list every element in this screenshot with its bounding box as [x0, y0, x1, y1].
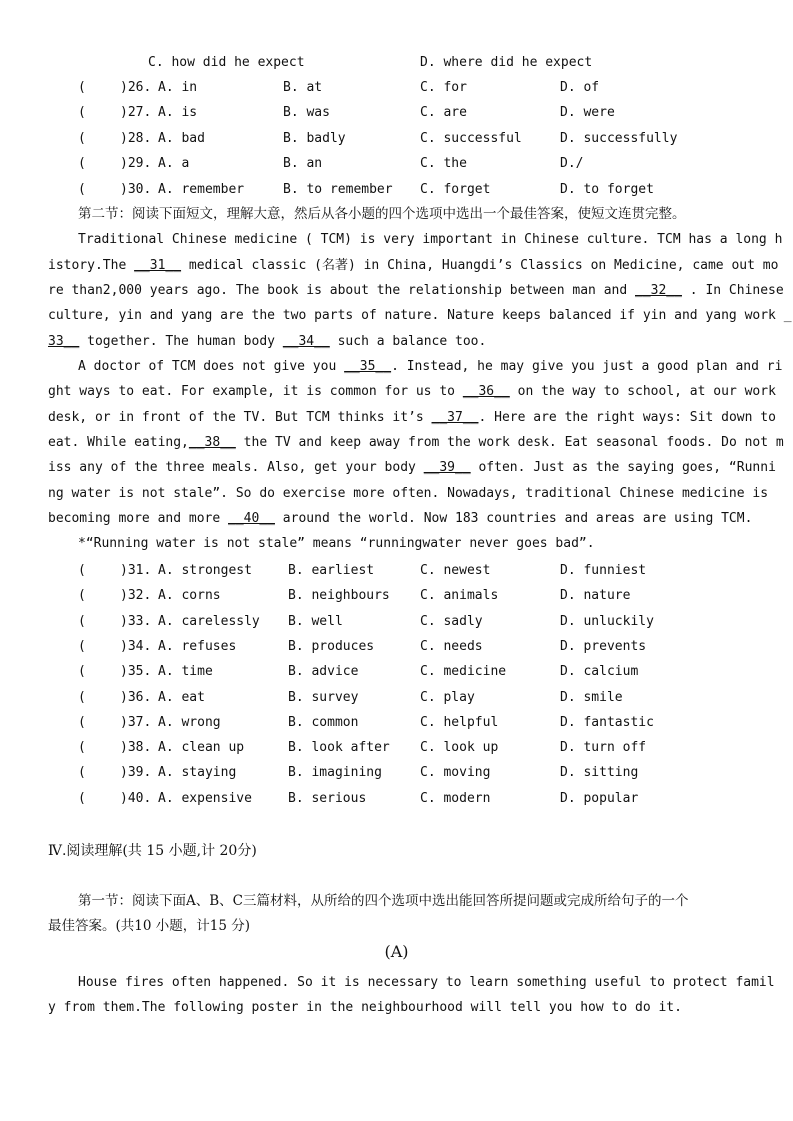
option-d: D. were: [560, 105, 615, 121]
option-b: B. was: [283, 105, 330, 121]
question-number: )32.: [120, 588, 152, 604]
option-b: B. badly: [283, 130, 346, 146]
option-a: A. clean up: [158, 740, 245, 756]
answer-paren[interactable]: (: [78, 664, 86, 680]
question-number: )27.: [120, 105, 152, 121]
question-number: )34.: [120, 638, 152, 654]
question-number: )26.: [120, 80, 152, 95]
option-d: D. fantastic: [560, 714, 654, 730]
option-b: B. look after: [288, 740, 390, 756]
answer-paren[interactable]: (: [78, 613, 86, 629]
answer-paren[interactable]: (: [78, 790, 86, 806]
option-c: C. animals: [420, 588, 499, 604]
blank-37: __37__: [431, 410, 479, 425]
option-a: A. strongest: [158, 563, 252, 578]
question-number: )31.: [120, 563, 152, 578]
option-b: B. produces: [288, 638, 375, 654]
option-c: C. modern: [420, 790, 491, 806]
blank-35: __35__: [344, 359, 392, 374]
option-b: B. common: [288, 714, 359, 730]
option-a: A. bad: [158, 130, 205, 146]
option-a: A. eat: [158, 689, 205, 705]
passage-line-12: becoming more and more __40__ around the world. Now 183 countries and areas are using TCM.: [48, 511, 753, 526]
question-number: )40.: [120, 790, 152, 806]
passage-line-1: Traditional Chinese medicine ( TCM) is very important in Chinese culture. TCM has a long h: [78, 232, 783, 247]
blank-39: __39__: [423, 460, 471, 475]
passage-line-11: ng water is not stale”. So do exercise more often. Nowadays, traditional Chinese medicine is: [48, 486, 769, 501]
option-d: D./: [560, 156, 584, 172]
part4-section1-instruction-line2: 最佳答案。(共10 小题，计15 分): [48, 918, 250, 934]
blank-38: __38__: [188, 435, 236, 450]
option-a: A. carelessly: [158, 613, 260, 629]
answer-paren[interactable]: (: [78, 156, 86, 172]
option-d: D. funniest: [560, 563, 647, 578]
option-c: C. how did he expect: [148, 55, 305, 70]
blank-36: __36__: [462, 384, 510, 399]
option-a: A. time: [158, 664, 213, 680]
option-b: B. well: [288, 613, 343, 629]
option-a: A. expensive: [158, 790, 252, 806]
option-b: B. at: [283, 80, 323, 95]
blank-40: __40__: [228, 511, 275, 526]
option-d: D. turn off: [560, 740, 647, 756]
option-c: C. needs: [420, 638, 483, 654]
question-number: )30.: [120, 181, 152, 197]
option-b: B. an: [283, 156, 323, 172]
option-d: D. calcium: [560, 664, 639, 680]
passage-footnote: *“Running water is not stale” means “runningwater never goes bad”.: [78, 536, 595, 551]
option-d: D. prevents: [560, 638, 647, 654]
house-fire-line-2: y from them.The following poster in the neighbourhood will tell you how to do it.: [48, 1000, 682, 1015]
option-c: C. for: [420, 80, 467, 95]
option-d: D. sitting: [560, 765, 639, 781]
option-c: C. moving: [420, 765, 491, 781]
option-c: C. look up: [420, 740, 499, 756]
answer-paren[interactable]: (: [78, 740, 86, 756]
option-b: B. imagining: [288, 765, 382, 781]
question-number: )33.: [120, 613, 152, 629]
part4-section1-instruction-line1: 第一节：阅读下面A、B、C三篇材料，从所给的四个选项中选出能回答所提问题或完成所给句子的一个: [78, 893, 689, 909]
option-b: B. survey: [288, 689, 359, 705]
option-d: D. successfully: [560, 130, 678, 146]
option-b: B. serious: [288, 790, 367, 806]
blank-34: __34__: [282, 334, 330, 349]
question-number: )37.: [120, 714, 152, 730]
house-fire-line-1: House fires often happened. So it is necessary to learn something useful to protect famil: [78, 975, 775, 990]
option-a: A. staying: [158, 765, 237, 781]
passage-line-8: desk, or in front of the TV. But TCM thinks it’s __37__. Here are the right ways: Sit down to: [48, 410, 776, 425]
option-d: D. of: [560, 80, 600, 95]
answer-paren[interactable]: (: [78, 130, 86, 146]
answer-paren[interactable]: (: [78, 588, 86, 604]
question-number: )38.: [120, 740, 152, 756]
question-number: )29.: [120, 156, 152, 172]
passage-line-7: ght ways to eat. For example, it is common for us to __36__ on the way to school, at our work: [48, 384, 776, 399]
option-c: C. play: [420, 689, 475, 705]
option-c: C. sadly: [420, 613, 483, 629]
passage-line-6: A doctor of TCM does not give you __35__. Instead, he may give you just a good plan and ri: [78, 359, 783, 374]
option-d: D. popular: [560, 790, 639, 806]
passage-line-4: culture, yin and yang are the two parts of nature. Nature keeps balanced if yin and yang work _: [48, 308, 792, 323]
option-b: B. neighbours: [288, 588, 390, 604]
option-a: A. remember: [158, 181, 245, 197]
option-d: D. smile: [560, 689, 623, 705]
option-a: A. corns: [158, 588, 221, 604]
answer-paren[interactable]: (: [78, 181, 86, 197]
option-a: A. wrong: [158, 714, 221, 730]
blank-33: 33__: [48, 334, 80, 349]
option-b: B. advice: [288, 664, 359, 680]
option-d: D. to forget: [560, 181, 654, 197]
answer-paren[interactable]: (: [78, 80, 86, 95]
question-number: )39.: [120, 765, 152, 781]
answer-paren[interactable]: (: [78, 105, 86, 121]
passage-line-9: eat. While eating,__38__ the TV and keep away from the work desk. Eat seasonal foods. Do not m: [48, 435, 784, 450]
option-b: B. earliest: [288, 563, 375, 578]
option-c: C. the: [420, 156, 467, 172]
option-c: C. successful: [420, 130, 522, 146]
part4-heading: Ⅳ.阅读理解(共 15 小题,计 20分): [48, 843, 257, 859]
option-a: A. a: [158, 156, 190, 172]
option-a: A. is: [158, 105, 198, 121]
option-c: C. medicine: [420, 664, 507, 680]
answer-paren[interactable]: (: [78, 714, 86, 730]
passage-line-10: iss any of the three meals. Also, get your body __39__ often. Just as the saying goes, “Runni: [48, 460, 776, 475]
answer-paren[interactable]: (: [78, 765, 86, 781]
passage-line-3: re than2,000 years ago. The book is about the relationship between man and __32__ . In Chinese: [48, 283, 784, 298]
answer-paren[interactable]: (: [78, 563, 86, 578]
option-c: C. forget: [420, 181, 491, 197]
passage-line-5: 33__ together. The human body __34__ such a balance too.: [48, 334, 487, 349]
option-a: A. refuses: [158, 638, 237, 654]
question-number: )35.: [120, 664, 152, 680]
question-number: )28.: [120, 130, 152, 146]
blank-32: __32__: [635, 283, 682, 298]
blank-31: __31__: [134, 258, 182, 273]
option-d: D. nature: [560, 588, 631, 604]
passage-line-2: istory.The __31__ medical classic (名著) in China, Huangdi’s Classics on Medicine, came out mo: [48, 258, 779, 273]
option-c: C. newest: [420, 563, 491, 578]
option-d: D. unluckily: [560, 613, 654, 629]
option-b: B. to remember: [283, 181, 393, 197]
section2-instruction: 第二节：阅读下面短文，理解大意，然后从各小题的四个选项中选出一个最佳答案，使短文连贯完整。: [78, 206, 686, 222]
option-a: A. in: [158, 80, 198, 95]
option-c: C. are: [420, 105, 467, 121]
question-number: )36.: [120, 689, 152, 705]
passage-a-label: (A): [384, 942, 409, 961]
answer-paren[interactable]: (: [78, 638, 86, 654]
option-d: D. where did he expect: [420, 55, 593, 70]
answer-paren[interactable]: (: [78, 689, 86, 705]
option-c: C. helpful: [420, 714, 499, 730]
